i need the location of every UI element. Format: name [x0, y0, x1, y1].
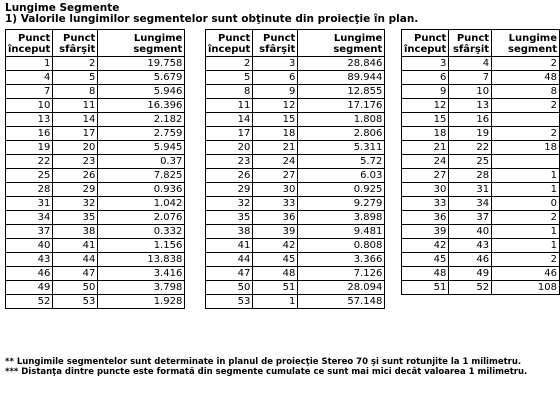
cell-start-point: 23: [206, 155, 253, 169]
cell-start-point: 16: [6, 127, 53, 141]
cell-start-point: 11: [206, 99, 253, 113]
cell-length: 1.928: [98, 295, 185, 309]
table-row: [402, 239, 560, 253]
cell-end-point: 7: [449, 71, 492, 85]
col-header-start: Punct început: [206, 30, 253, 57]
cell-start-point: 15: [402, 113, 449, 127]
table-row: [206, 155, 385, 169]
col-header-length: Lungime segment: [298, 30, 385, 57]
cell-length: 6.03: [298, 169, 385, 183]
cell-start-point: 26: [206, 169, 253, 183]
cell-start-point: 44: [206, 253, 253, 267]
cell-start-point: 13: [6, 113, 53, 127]
cell-start-point: 1: [6, 57, 53, 71]
cell-start-point: 27: [402, 169, 449, 183]
cell-end-point: 29: [53, 183, 98, 197]
table-row: [402, 281, 560, 295]
table-row: [6, 197, 185, 211]
table-body: [402, 57, 560, 295]
cell-end-point: 49: [449, 267, 492, 281]
table-header-row: [206, 30, 385, 57]
cell-start-point: 8: [206, 85, 253, 99]
table-header-row: [6, 30, 185, 57]
cell-end-point: 31: [449, 183, 492, 197]
table-row: [402, 183, 560, 197]
cell-length: 5.945: [98, 141, 185, 155]
cell-start-point: 40: [6, 239, 53, 253]
table-row: [206, 281, 385, 295]
segment-table-2: [205, 29, 385, 309]
table-row: [206, 253, 385, 267]
cell-end-point: 6: [253, 71, 298, 85]
cell-end-point: 32: [53, 197, 98, 211]
cell-length: 1: [492, 225, 560, 239]
cell-end-point: 13: [449, 99, 492, 113]
cell-length: 28.094: [298, 281, 385, 295]
col-header-end: Punct sfârşit: [53, 30, 98, 57]
cell-end-point: 48: [253, 267, 298, 281]
cell-length: 18: [492, 141, 560, 155]
table-row: [206, 295, 385, 309]
cell-start-point: 20: [206, 141, 253, 155]
table-row: [402, 113, 560, 127]
cell-length: 0.37: [98, 155, 185, 169]
cell-length: 12.855: [298, 85, 385, 99]
table-row: [6, 85, 185, 99]
table-row: [6, 183, 185, 197]
table-row: [402, 141, 560, 155]
cell-end-point: 41: [53, 239, 98, 253]
cell-length: 8: [492, 85, 560, 99]
cell-start-point: 42: [402, 239, 449, 253]
cell-length: 3.798: [98, 281, 185, 295]
cell-end-point: 51: [253, 281, 298, 295]
cell-length: 19.758: [98, 57, 185, 71]
cell-end-point: 39: [253, 225, 298, 239]
cell-length: 9.481: [298, 225, 385, 239]
cell-end-point: 45: [253, 253, 298, 267]
cell-end-point: 35: [53, 211, 98, 225]
cell-end-point: 18: [253, 127, 298, 141]
table-row: [206, 169, 385, 183]
cell-start-point: 38: [206, 225, 253, 239]
cell-end-point: 42: [253, 239, 298, 253]
cell-end-point: 8: [53, 85, 98, 99]
table-row: [206, 85, 385, 99]
cell-start-point: 29: [206, 183, 253, 197]
table-row: [206, 183, 385, 197]
document-title: Lungime Segmente: [5, 2, 120, 14]
cell-end-point: 24: [253, 155, 298, 169]
cell-end-point: 34: [449, 197, 492, 211]
table-row: [206, 57, 385, 71]
cell-start-point: 25: [6, 169, 53, 183]
cell-end-point: 9: [253, 85, 298, 99]
cell-length: 2: [492, 211, 560, 225]
col-header-end: Punct sfârşit: [253, 30, 298, 57]
cell-end-point: 23: [53, 155, 98, 169]
cell-start-point: 30: [402, 183, 449, 197]
cell-end-point: 46: [449, 253, 492, 267]
cell-start-point: 33: [402, 197, 449, 211]
cell-length: [492, 155, 560, 169]
cell-start-point: 34: [6, 211, 53, 225]
cell-end-point: 37: [449, 211, 492, 225]
cell-start-point: 21: [402, 141, 449, 155]
cell-length: 1: [492, 183, 560, 197]
cell-start-point: 9: [402, 85, 449, 99]
cell-length: 17.176: [298, 99, 385, 113]
cell-end-point: 22: [449, 141, 492, 155]
cell-length: 2: [492, 253, 560, 267]
cell-start-point: 36: [402, 211, 449, 225]
cell-start-point: 17: [206, 127, 253, 141]
cell-length: 1.156: [98, 239, 185, 253]
table-row: [6, 169, 185, 183]
cell-end-point: 28: [449, 169, 492, 183]
cell-length: 5.946: [98, 85, 185, 99]
cell-end-point: 3: [253, 57, 298, 71]
cell-length: 0.925: [298, 183, 385, 197]
table-row: [206, 71, 385, 85]
cell-end-point: 27: [253, 169, 298, 183]
cell-start-point: 31: [6, 197, 53, 211]
cell-length: 5.72: [298, 155, 385, 169]
cell-start-point: 39: [402, 225, 449, 239]
table-row: [206, 113, 385, 127]
cell-length: 2.806: [298, 127, 385, 141]
table-row: [206, 127, 385, 141]
table-row: [6, 225, 185, 239]
cell-length: 1: [492, 239, 560, 253]
cell-length: 28.846: [298, 57, 385, 71]
cell-length: [492, 113, 560, 127]
cell-start-point: 14: [206, 113, 253, 127]
cell-start-point: 24: [402, 155, 449, 169]
cell-start-point: 45: [402, 253, 449, 267]
cell-start-point: 50: [206, 281, 253, 295]
cell-start-point: 28: [6, 183, 53, 197]
cell-end-point: 26: [53, 169, 98, 183]
cell-end-point: 1: [253, 295, 298, 309]
cell-start-point: 49: [6, 281, 53, 295]
cell-end-point: 36: [253, 211, 298, 225]
cell-length: 2: [492, 127, 560, 141]
table-row: [6, 113, 185, 127]
table-row: [402, 211, 560, 225]
table-row: [402, 57, 560, 71]
table-row: [6, 267, 185, 281]
cell-length: 2: [492, 99, 560, 113]
table-row: [6, 99, 185, 113]
cell-start-point: 3: [402, 57, 449, 71]
cell-length: 46: [492, 267, 560, 281]
cell-length: 89.944: [298, 71, 385, 85]
cell-start-point: 46: [6, 267, 53, 281]
cell-end-point: 21: [253, 141, 298, 155]
table-row: [6, 211, 185, 225]
cell-length: 5.311: [298, 141, 385, 155]
cell-length: 0: [492, 197, 560, 211]
table-row: [6, 253, 185, 267]
cell-length: 7.126: [298, 267, 385, 281]
cell-start-point: 53: [206, 295, 253, 309]
col-header-length: Lungime segment: [492, 30, 560, 57]
cell-length: 3.366: [298, 253, 385, 267]
table-row: [206, 99, 385, 113]
cell-length: 1.808: [298, 113, 385, 127]
cell-end-point: 11: [53, 99, 98, 113]
table-row: [6, 71, 185, 85]
table-row: [402, 253, 560, 267]
table-row: [6, 281, 185, 295]
cell-start-point: 7: [6, 85, 53, 99]
col-header-length: Lungime segment: [98, 30, 185, 57]
col-header-start: Punct început: [6, 30, 53, 57]
cell-start-point: 10: [6, 99, 53, 113]
cell-length: 0.808: [298, 239, 385, 253]
cell-end-point: 15: [253, 113, 298, 127]
cell-start-point: 43: [6, 253, 53, 267]
cell-length: 57.148: [298, 295, 385, 309]
cell-start-point: 2: [206, 57, 253, 71]
cell-start-point: 51: [402, 281, 449, 295]
footnote-2: *** Distanţa dintre puncte este formată din segmente cumulate ce sunt mai mici decât valoarea 1 milimetru.: [5, 367, 528, 377]
table-row: [206, 141, 385, 155]
table-row: [206, 211, 385, 225]
table-row: [402, 197, 560, 211]
cell-length: 3.416: [98, 267, 185, 281]
table-row: [6, 155, 185, 169]
cell-start-point: 37: [6, 225, 53, 239]
segment-table-3: [401, 29, 560, 295]
segment-table-1: [5, 29, 185, 309]
cell-start-point: 52: [6, 295, 53, 309]
cell-end-point: 19: [449, 127, 492, 141]
cell-start-point: 32: [206, 197, 253, 211]
cell-end-point: 12: [253, 99, 298, 113]
cell-end-point: 2: [53, 57, 98, 71]
cell-length: 5.679: [98, 71, 185, 85]
cell-end-point: 25: [449, 155, 492, 169]
cell-end-point: 53: [53, 295, 98, 309]
table-row: [6, 239, 185, 253]
cell-start-point: 19: [6, 141, 53, 155]
cell-start-point: 4: [6, 71, 53, 85]
footnote-1: ** Lungimile segmentelor sunt determinate în planul de proiecţie Stereo 70 şi sunt rotunjite la 1 milimetru.: [5, 357, 522, 367]
cell-end-point: 10: [449, 85, 492, 99]
cell-end-point: 17: [53, 127, 98, 141]
document-subtitle: 1) Valorile lungimilor segmentelor sunt obţinute din proiecţie în plan.: [5, 13, 419, 25]
cell-length: 1: [492, 169, 560, 183]
cell-start-point: 6: [402, 71, 449, 85]
table-row: [402, 85, 560, 99]
cell-end-point: 44: [53, 253, 98, 267]
cell-length: 48: [492, 71, 560, 85]
table-row: [206, 197, 385, 211]
table-row: [6, 127, 185, 141]
cell-end-point: 47: [53, 267, 98, 281]
table-row: [402, 71, 560, 85]
table-row: [402, 169, 560, 183]
table-row: [6, 141, 185, 155]
cell-start-point: 22: [6, 155, 53, 169]
table-row: [402, 127, 560, 141]
table-row: [206, 239, 385, 253]
table-row: [402, 99, 560, 113]
cell-length: 7.825: [98, 169, 185, 183]
cell-start-point: 47: [206, 267, 253, 281]
table-row: [402, 155, 560, 169]
cell-start-point: 18: [402, 127, 449, 141]
cell-start-point: 48: [402, 267, 449, 281]
cell-start-point: 35: [206, 211, 253, 225]
cell-end-point: 5: [53, 71, 98, 85]
cell-end-point: 30: [253, 183, 298, 197]
table-header-row: [402, 30, 560, 57]
cell-end-point: 38: [53, 225, 98, 239]
cell-end-point: 16: [449, 113, 492, 127]
cell-length: 0.332: [98, 225, 185, 239]
cell-length: 2.182: [98, 113, 185, 127]
cell-end-point: 14: [53, 113, 98, 127]
cell-start-point: 41: [206, 239, 253, 253]
cell-start-point: 5: [206, 71, 253, 85]
cell-length: 2.076: [98, 211, 185, 225]
cell-end-point: 40: [449, 225, 492, 239]
table-row: [402, 225, 560, 239]
table-body: [206, 57, 385, 309]
cell-end-point: 52: [449, 281, 492, 295]
cell-length: 13.838: [98, 253, 185, 267]
col-header-start: Punct început: [402, 30, 449, 57]
table-row: [6, 57, 185, 71]
cell-length: 1.042: [98, 197, 185, 211]
cell-end-point: 20: [53, 141, 98, 155]
col-header-end: Punct sfârşit: [449, 30, 492, 57]
cell-length: 108: [492, 281, 560, 295]
table-row: [206, 225, 385, 239]
table-row: [6, 295, 185, 309]
cell-end-point: 43: [449, 239, 492, 253]
table-row: [206, 267, 385, 281]
cell-length: 2.759: [98, 127, 185, 141]
cell-length: 2: [492, 57, 560, 71]
table-body: [6, 57, 185, 309]
cell-length: 16.396: [98, 99, 185, 113]
cell-end-point: 33: [253, 197, 298, 211]
cell-length: 9.279: [298, 197, 385, 211]
cell-start-point: 12: [402, 99, 449, 113]
cell-length: 0.936: [98, 183, 185, 197]
cell-length: 3.898: [298, 211, 385, 225]
table-row: [402, 267, 560, 281]
cell-end-point: 50: [53, 281, 98, 295]
cell-end-point: 4: [449, 57, 492, 71]
